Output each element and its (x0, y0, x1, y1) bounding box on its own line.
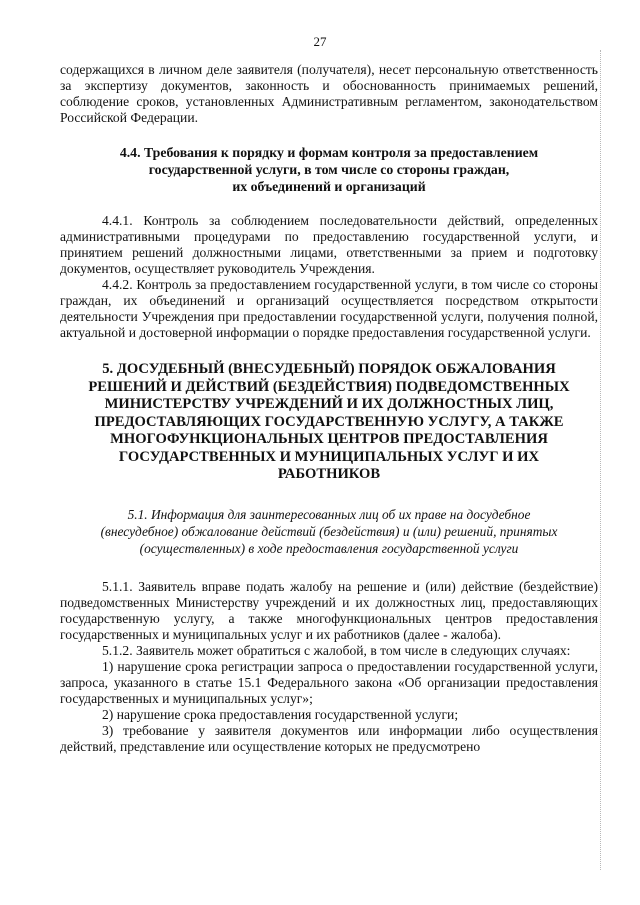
section-5-heading-line: РЕШЕНИЙ И ДЕЙСТВИЙ (БЕЗДЕЙСТВИЯ) ПОДВЕДОМСТВЕННЫХ (88, 378, 570, 395)
section-4-4-heading-line: государственной услуги, в том числе со стороны граждан, (148, 162, 510, 177)
section-5-heading (60, 361, 598, 484)
continuation-paragraph: содержащихся в личном деле заявителя (получателя), несет персональную ответственность за экспертизу документов, законность и обоснованность принимаемых решений, соблюдение сроков, установленных Административным регламентом, законодательством Российской Федерации. (60, 62, 598, 125)
paragraph-5-1-1: 5.1.1. Заявитель вправе подать жалобу на решение и (или) действие (бездействие) подведомственных Министерству учреждений и их должностных лиц, предоставляющих государственную услугу, а также многофункциональных центров предоставления государственных и муниципальных услуг и их работников (далее - жалоба). (60, 578, 598, 642)
section-4-4-heading-line: их объединений и организаций (232, 179, 426, 194)
section-4-4-heading-line: 4.4. Требования к порядку и формам контроля за предоставлением (119, 145, 539, 160)
page-content (60, 62, 598, 755)
subsection-5-1-heading-line: (внесудебное) обжалование действий (бездействия) и (или) решений, принятых (100, 523, 558, 539)
list-item: 1) нарушение срока регистрации запроса о предоставлении государственной услуги, запроса, указанного в статье 15.1 Федерального закона «Об организации предоставления государственных и муниципальных услуг»; (60, 658, 598, 706)
list-item: 3) требование у заявителя документов или информации либо осуществления действий, представление или осуществление которых не предусмотрено (60, 722, 598, 754)
section-5-heading-line: МНОГОФУНКЦИОНАЛЬНЫХ ЦЕНТРОВ ПРЕДОСТАВЛЕНИЯ (110, 431, 548, 447)
section-5-heading-line: ПРЕДОСТАВЛЯЮЩИХ ГОСУДАРСТВЕННУЮ УСЛУГУ, А ТАКЖЕ (94, 413, 564, 430)
subsection-5-1-heading-line: 5.1. Информация для заинтересованных лиц об их праве на досудебное (127, 506, 531, 522)
section-5-heading-line: МИНИСТЕРСТВУ УЧРЕЖДЕНИЙ И ИХ ДОЛЖНОСТНЫХ ЛИЦ, (104, 396, 554, 412)
section-4-4-heading (60, 144, 598, 195)
page-number: 27 (313, 34, 327, 49)
margin-fold-line (600, 50, 601, 870)
paragraph-4-4-1: 4.4.1. Контроль за соблюдением последовательности действий, определенных административными процедурами по предоставлению государственной услуги, и принятием решений должностными лицами, ответственными за прием и подготовку документов, осуществляет руководитель Учреждения. (60, 213, 598, 276)
section-5-heading-line: РАБОТНИКОВ (277, 466, 381, 482)
section-5-heading-line: 5. ДОСУДЕБНЫЙ (ВНЕСУДЕБНЫЙ) ПОРЯДОК ОБЖАЛОВАНИЯ (102, 361, 556, 377)
list-item: 2) нарушение срока предоставления государственной услуги; (102, 706, 459, 722)
section-5-heading-line: ГОСУДАРСТВЕННЫХ И МУНИЦИПАЛЬНЫХ УСЛУГ И ИХ (118, 448, 540, 465)
paragraph-4-4-2: 4.4.2. Контроль за предоставлением государственной услуги, в том числе со стороны граждан, их объединений и организаций осуществляется посредством открытости деятельности Учреждения при предоставлении государственной услуги, получения полной, актуальной и достоверной информации о порядке предоставления государственной услуги. (60, 277, 598, 340)
subsection-5-1-heading (60, 506, 598, 557)
paragraph-5-1-2: 5.1.2. Заявитель может обратиться с жалобой, в том числе в следующих случаях: (102, 642, 571, 658)
subsection-5-1-heading-line: (осуществленных) в ходе предоставления государственной услуги (139, 540, 519, 556)
